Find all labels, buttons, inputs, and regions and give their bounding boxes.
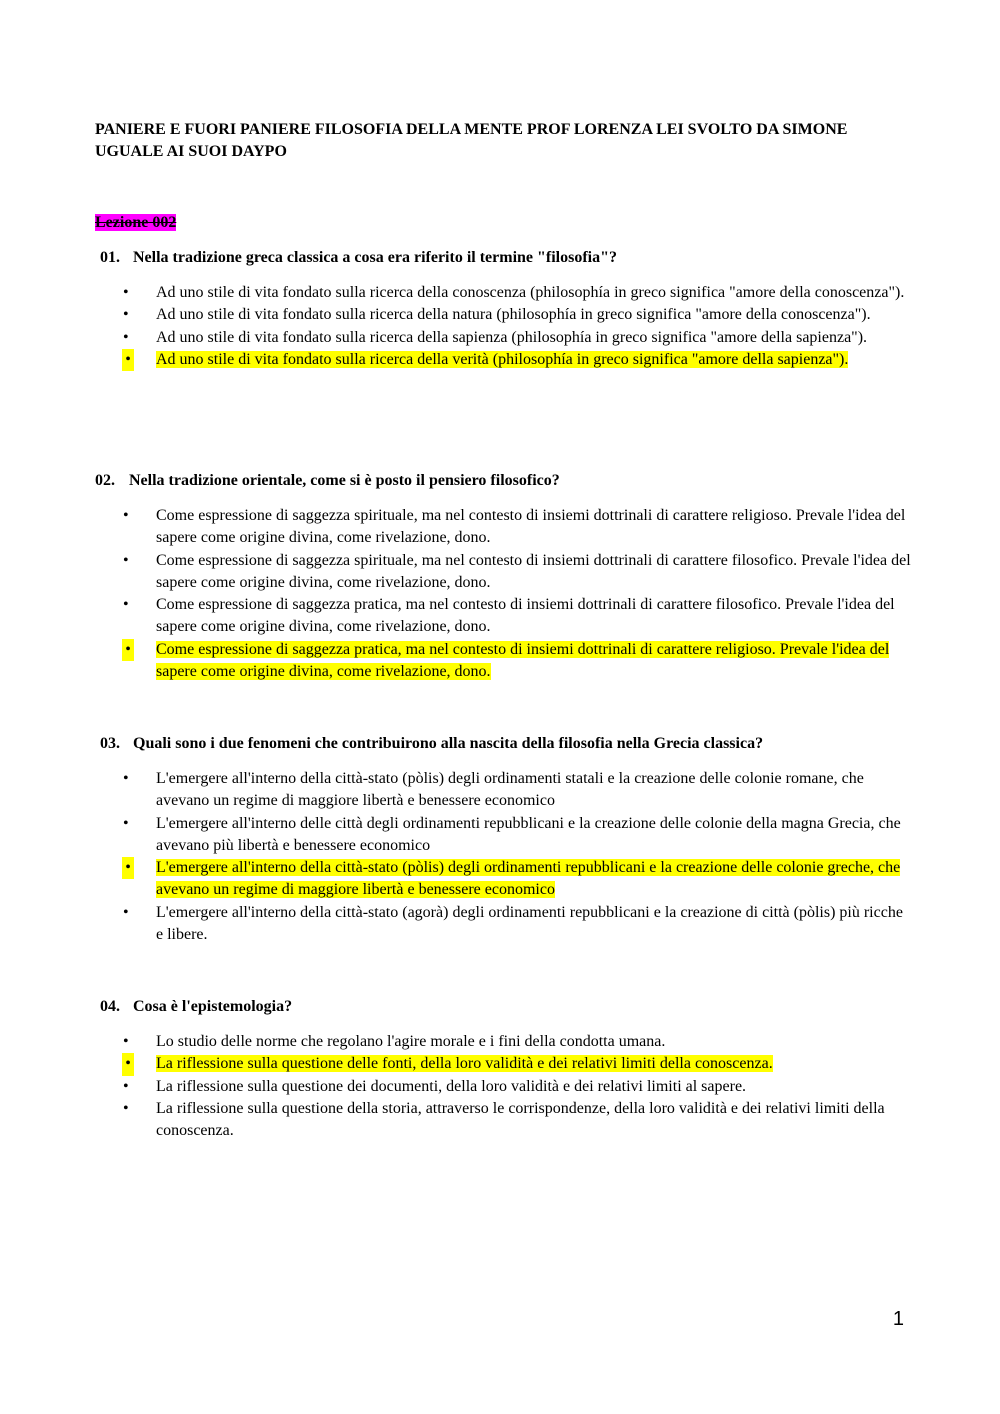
question-title — [95, 733, 915, 755]
answer-text: La riflessione sulla questione dei documenti, della loro validità e dei relativi limiti al sapere. — [156, 1077, 747, 1095]
lesson-heading — [95, 212, 176, 234]
answer-text-highlighted: La riflessione sulla questione delle fonti, della loro validità e dei relativi limiti della conoscenza. — [156, 1055, 773, 1073]
answer-text: Ad uno stile di vita fondato sulla ricerca della sapienza (philosophía in greco significa "amore della sapienza"). — [156, 328, 868, 346]
bullet-icon: • — [123, 814, 129, 832]
answer-list — [95, 768, 915, 946]
answer-option — [95, 813, 911, 858]
answer-text: L'emergere all'interno della città-stato (pòlis) degli ordinamenti statali e la creazione delle colonie romane, che avevano un regime di maggiore libertà e benessere economico — [156, 770, 864, 810]
question-number: 03. — [100, 735, 120, 752]
bullet-icon: • — [123, 551, 129, 569]
answer-text: La riflessione sulla questione della storia, attraverso le corrispondenze, della loro validità e dei relativi limiti della conoscenza. — [156, 1099, 885, 1140]
answer-option — [95, 768, 911, 813]
page-number: 1 — [892, 1308, 904, 1330]
answer-text: Lo studio delle norme che regolano l'agire morale e i fini della condotta umana. — [156, 1033, 666, 1050]
bullet-icon: • — [123, 284, 129, 301]
bullet-icon: • — [123, 1077, 129, 1095]
question-number: 02. — [95, 472, 115, 489]
question-text: Cosa è l'epistemologia? — [133, 998, 293, 1015]
bullet-icon: • — [122, 639, 134, 661]
bullet-icon: • — [122, 857, 134, 879]
question-1 — [95, 247, 915, 371]
question-number: 01. — [100, 249, 120, 266]
bullet-icon: • — [123, 507, 129, 524]
lesson-label: Lezione 002 — [95, 214, 177, 231]
bullet-icon: • — [123, 1099, 129, 1117]
answer-text: Ad uno stile di vita fondato sulla ricerca della natura (philosophía in greco significa "amore della conoscenza"). — [156, 306, 871, 324]
question-text: Nella tradizione orientale, come si è posto il pensiero filosofico? — [129, 472, 560, 489]
answer-list — [95, 1031, 915, 1142]
answer-text: Come espressione di saggezza spirituale, ma nel contesto di insiemi dottrinali di carattere religioso. Prevale l'idea del sapere come origine divina, come rivelazione, dono. — [156, 507, 906, 547]
answer-option-correct — [95, 1053, 911, 1075]
answer-text: Come espressione di saggezza pratica, ma nel contesto di insiemi dottrinali di carattere filosofico. Prevale l'idea del sapere come origine divina, come rivelazione, dono. — [156, 596, 895, 636]
question-title — [95, 247, 915, 269]
answer-option — [95, 282, 911, 304]
document-title: PANIERE E FUORI PANIERE FILOSOFIA DELLA MENTE PROF LORENZA LEI SVOLTO DA SIMONE UGUALE AI SUOI DAYPO — [95, 121, 848, 160]
answer-list — [95, 282, 915, 371]
answer-option — [95, 1031, 911, 1053]
answer-option-correct — [95, 857, 911, 902]
question-4 — [95, 996, 915, 1142]
question-title — [95, 996, 915, 1018]
question-2 — [95, 470, 915, 683]
answer-text-highlighted: Come espressione di saggezza pratica, ma nel contesto di insiemi dottrinali di carattere religioso. Prevale l'idea del sapere come origine divina, come rivelazione, dono. — [156, 640, 890, 681]
question-3 — [95, 733, 915, 946]
answer-option — [95, 902, 911, 947]
question-text: Nella tradizione greca classica a cosa era riferito il termine "filosofia"? — [133, 249, 617, 266]
bullet-icon: • — [123, 596, 129, 614]
bullet-icon: • — [123, 328, 129, 346]
answer-option — [95, 1076, 911, 1098]
question-text: Quali sono i due fenomeni che contribuirono alla nascita della filosofia nella Grecia classica? — [133, 735, 764, 752]
answer-text-highlighted: L'emergere all'interno della città-stato (pòlis) degli ordinamenti repubblicani e la creazione delle colonie greche, che avevano un regime di maggiore libertà e benessere economico — [156, 859, 901, 899]
answer-option — [95, 327, 911, 349]
answer-option — [95, 594, 911, 639]
question-number: 04. — [100, 998, 120, 1015]
answer-text: Ad uno stile di vita fondato sulla ricerca della conoscenza (philosophía in greco significa "amore della conoscenza"). — [156, 284, 905, 301]
bullet-icon: • — [123, 1033, 129, 1050]
bullet-icon: • — [122, 1053, 134, 1075]
answer-option-correct — [95, 639, 911, 684]
answer-text: L'emergere all'interno delle città degli ordinamenti repubblicani e la creazione delle colonie della magna Grecia, che avevano più libertà e benessere economico — [156, 814, 901, 854]
bullet-icon: • — [123, 903, 129, 921]
bullet-icon: • — [122, 349, 134, 371]
answer-option — [95, 550, 911, 595]
answer-text: Come espressione di saggezza spirituale, ma nel contesto di insiemi dottrinali di carattere filosofico. Prevale l'idea del sapere come origine divina, come rivelazione, dono. — [156, 551, 911, 591]
bullet-icon: • — [123, 770, 129, 787]
question-title — [95, 470, 915, 492]
answer-text-highlighted: Ad uno stile di vita fondato sulla ricerca della verità (philosophía in greco significa "amore della sapienza"). — [156, 350, 849, 368]
answer-list — [95, 505, 915, 683]
answer-option — [95, 304, 911, 326]
answer-option — [95, 1098, 911, 1143]
answer-text: L'emergere all'interno della città-stato (agorà) degli ordinamenti repubblicani e la creazione di città (pòlis) più ricche e libere. — [156, 903, 903, 944]
answer-option — [95, 505, 911, 550]
bullet-icon: • — [123, 306, 129, 324]
answer-option-correct — [95, 349, 911, 371]
